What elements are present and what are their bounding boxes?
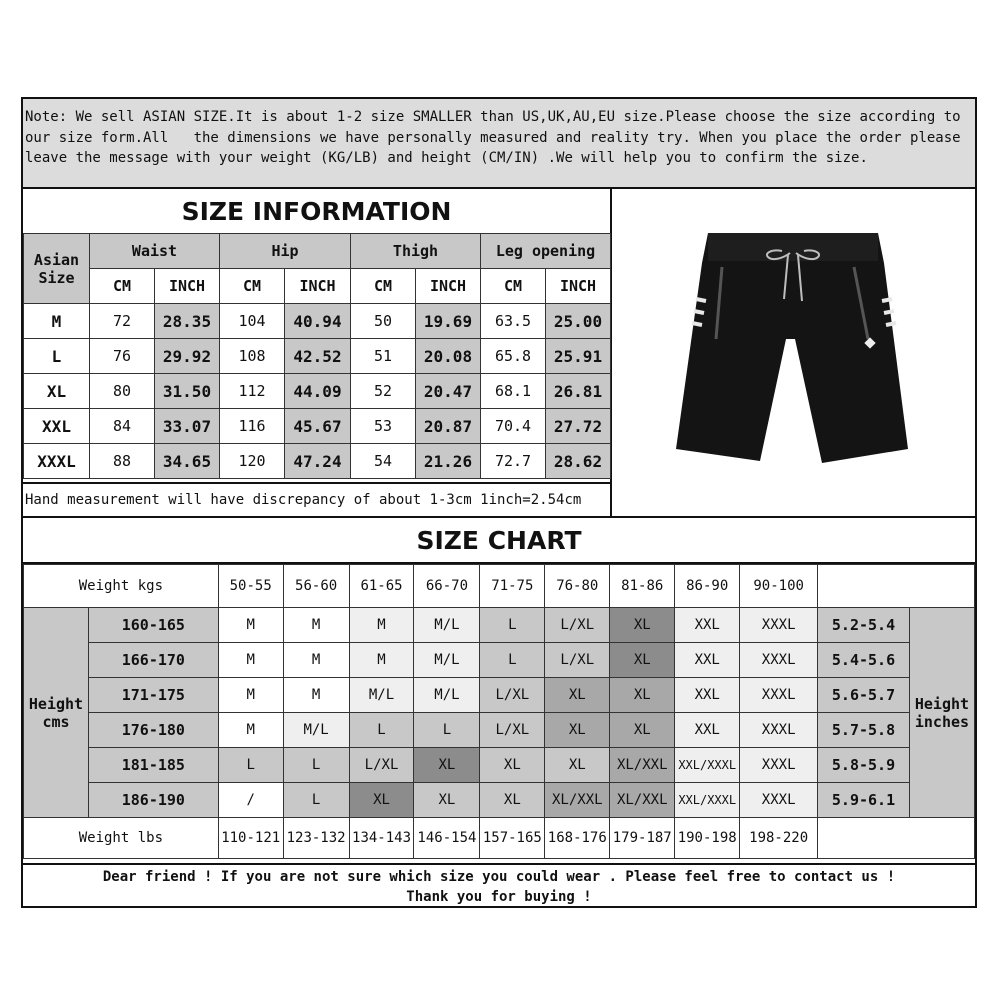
- size-recommendation: M: [218, 713, 283, 748]
- inch-value: 20.47: [416, 374, 481, 409]
- cm-value: 72: [90, 304, 155, 339]
- size-recommendation: XL: [610, 608, 675, 643]
- size-recommendation: M: [218, 608, 283, 643]
- inch-value: 25.00: [546, 304, 611, 339]
- size-information-title: SIZE INFORMATION: [23, 189, 610, 235]
- blank-cell: [818, 565, 975, 608]
- size-recommendation: XXL/XXXL: [675, 783, 740, 818]
- cm-value: 65.8: [481, 339, 546, 374]
- unit-cm: CM: [351, 269, 416, 304]
- size-recommendation: XL/XXL: [610, 748, 675, 783]
- unit-inch: INCH: [416, 269, 481, 304]
- cm-value: 104: [220, 304, 285, 339]
- height-inch-range: 5.9-6.1: [818, 783, 910, 818]
- size-information-table: [23, 233, 611, 479]
- weight-kgs-label: Weight kgs: [24, 565, 219, 608]
- weight-kgs-cell: 71-75: [480, 565, 545, 608]
- footer-message: [23, 863, 975, 906]
- size-row: [24, 339, 611, 374]
- cm-value: 70.4: [481, 409, 546, 444]
- cm-value: 51: [351, 339, 416, 374]
- inch-value: 27.72: [546, 409, 611, 444]
- height-inch-range: 5.8-5.9: [818, 748, 910, 783]
- cm-value: 54: [351, 444, 416, 479]
- size-recommendation: XL: [545, 678, 610, 713]
- height-cm-range: 166-170: [88, 643, 218, 678]
- weight-kgs-cell: 66-70: [414, 565, 480, 608]
- size-recommendation: M: [218, 643, 283, 678]
- black-shorts-icon: [612, 189, 975, 516]
- product-image: [612, 189, 975, 516]
- cm-value: 63.5: [481, 304, 546, 339]
- height-cm-range: 171-175: [88, 678, 218, 713]
- weight-kgs-cell: 86-90: [675, 565, 740, 608]
- blank-cell: [818, 818, 975, 859]
- chart-row: [24, 643, 975, 678]
- weight-kgs-cell: 56-60: [283, 565, 349, 608]
- inch-value: 28.62: [546, 444, 611, 479]
- size-label: XXL: [24, 409, 90, 444]
- size-recommendation: XL: [414, 783, 480, 818]
- weight-lbs-cell: 179-187: [610, 818, 675, 859]
- inch-value: 28.35: [155, 304, 220, 339]
- size-recommendation: L: [283, 783, 349, 818]
- size-recommendation: M: [349, 643, 414, 678]
- size-recommendation: M: [283, 678, 349, 713]
- hand-measurement-note: Hand measurement will have discrepancy of about 1-3cm 1inch=2.54cm: [23, 482, 610, 516]
- size-recommendation: XL: [545, 713, 610, 748]
- size-recommendation: XXL: [675, 678, 740, 713]
- size-label: XXXL: [24, 444, 90, 479]
- size-recommendation: L/XL: [545, 643, 610, 678]
- size-recommendation: XXXL: [740, 608, 818, 643]
- thigh-header: Thigh: [351, 234, 481, 269]
- weight-lbs-cell: 110-121: [218, 818, 283, 859]
- unit-cm: CM: [220, 269, 285, 304]
- unit-cm: CM: [481, 269, 546, 304]
- size-recommendation: /: [218, 783, 283, 818]
- inch-value: 20.87: [416, 409, 481, 444]
- size-recommendation: L/XL: [480, 678, 545, 713]
- unit-inch: INCH: [546, 269, 611, 304]
- size-recommendation: M/L: [283, 713, 349, 748]
- cm-value: 84: [90, 409, 155, 444]
- size-label: M: [24, 304, 90, 339]
- chart-row: [24, 748, 975, 783]
- inch-value: 45.67: [285, 409, 351, 444]
- cm-value: 76: [90, 339, 155, 374]
- weight-lbs-label: Weight lbs: [24, 818, 219, 859]
- weight-lbs-cell: 123-132: [283, 818, 349, 859]
- cm-value: 53: [351, 409, 416, 444]
- size-recommendation: XXL: [675, 643, 740, 678]
- waist-header: Waist: [90, 234, 220, 269]
- weight-lbs-cell: 146-154: [414, 818, 480, 859]
- weight-lbs-cell: 157-165: [480, 818, 545, 859]
- size-row: [24, 444, 611, 479]
- unit-cm: CM: [90, 269, 155, 304]
- cm-value: 116: [220, 409, 285, 444]
- size-recommendation: XXXL: [740, 783, 818, 818]
- cm-value: 50: [351, 304, 416, 339]
- inch-value: 19.69: [416, 304, 481, 339]
- size-recommendation: XXL: [675, 608, 740, 643]
- size-chart-title: SIZE CHART: [23, 516, 975, 564]
- weight-lbs-cell: 190-198: [675, 818, 740, 859]
- size-recommendation: L: [480, 643, 545, 678]
- size-recommendation: XL: [610, 713, 675, 748]
- size-recommendation: M: [218, 678, 283, 713]
- size-recommendation: XL: [545, 748, 610, 783]
- inch-value: 20.08: [416, 339, 481, 374]
- inch-value: 26.81: [546, 374, 611, 409]
- size-recommendation: M/L: [414, 608, 480, 643]
- size-recommendation: XXXL: [740, 643, 818, 678]
- size-recommendation: XL/XXL: [610, 783, 675, 818]
- size-recommendation: XXXL: [740, 678, 818, 713]
- size-recommendation: L/XL: [545, 608, 610, 643]
- size-recommendation: L: [218, 748, 283, 783]
- size-recommendation: XL: [414, 748, 480, 783]
- height-inch-range: 5.4-5.6: [818, 643, 910, 678]
- weight-kgs-cell: 81-86: [610, 565, 675, 608]
- leg-opening-header: Leg opening: [481, 234, 611, 269]
- cm-value: 120: [220, 444, 285, 479]
- size-recommendation: XXL: [675, 713, 740, 748]
- height-inch-range: 5.7-5.8: [818, 713, 910, 748]
- cm-value: 108: [220, 339, 285, 374]
- height-cm-range: 186-190: [88, 783, 218, 818]
- size-chart-table: [23, 564, 975, 859]
- cm-value: 88: [90, 444, 155, 479]
- size-recommendation: XL: [610, 643, 675, 678]
- height-cm-range: 160-165: [88, 608, 218, 643]
- weight-kgs-cell: 90-100: [740, 565, 818, 608]
- cm-value: 68.1: [481, 374, 546, 409]
- cm-value: 112: [220, 374, 285, 409]
- height-cms-label: Height cms: [24, 608, 89, 818]
- cm-value: 52: [351, 374, 416, 409]
- chart-row: [24, 783, 975, 818]
- size-recommendation: XL: [610, 678, 675, 713]
- weight-kgs-cell: 76-80: [545, 565, 610, 608]
- height-inch-range: 5.6-5.7: [818, 678, 910, 713]
- size-row: [24, 374, 611, 409]
- size-recommendation: L/XL: [349, 748, 414, 783]
- size-recommendation: M/L: [414, 643, 480, 678]
- inch-value: 34.65: [155, 444, 220, 479]
- size-recommendation: XL: [480, 748, 545, 783]
- size-recommendation: XXXL: [740, 713, 818, 748]
- size-label: L: [24, 339, 90, 374]
- size-recommendation: XL: [349, 783, 414, 818]
- inch-value: 21.26: [416, 444, 481, 479]
- inch-value: 40.94: [285, 304, 351, 339]
- chart-row: [24, 608, 975, 643]
- size-note: Note: We sell ASIAN SIZE.It is about 1-2 size SMALLER than US,UK,AU,EU size.Please choose the size according to our size form.All the dimensions we have personally measured and reality try. When you place the order please leave the message with your weight (KG/LB) and height (CM/IN) .We will help you to confirm the size.: [23, 99, 975, 189]
- size-label: XL: [24, 374, 90, 409]
- inch-value: 25.91: [546, 339, 611, 374]
- size-recommendation: M: [283, 608, 349, 643]
- height-cm-range: 176-180: [88, 713, 218, 748]
- size-recommendation: M/L: [414, 678, 480, 713]
- size-row: [24, 409, 611, 444]
- inch-value: 47.24: [285, 444, 351, 479]
- inch-value: 33.07: [155, 409, 220, 444]
- inch-value: 29.92: [155, 339, 220, 374]
- size-recommendation: M: [349, 608, 414, 643]
- size-recommendation: L: [349, 713, 414, 748]
- inch-value: 42.52: [285, 339, 351, 374]
- cm-value: 80: [90, 374, 155, 409]
- size-recommendation: L: [480, 608, 545, 643]
- cm-value: 72.7: [481, 444, 546, 479]
- weight-lbs-cell: 168-176: [545, 818, 610, 859]
- hip-header: Hip: [220, 234, 351, 269]
- chart-row: [24, 678, 975, 713]
- unit-inch: INCH: [285, 269, 351, 304]
- inch-value: 44.09: [285, 374, 351, 409]
- size-sheet: [21, 97, 977, 908]
- inch-value: 31.50: [155, 374, 220, 409]
- size-recommendation: M/L: [349, 678, 414, 713]
- footer-line-1: Dear friend ! If you are not sure which size you could wear . Please feel free to contact us !: [102, 869, 896, 885]
- size-recommendation: XL/XXL: [545, 783, 610, 818]
- weight-kgs-cell: 50-55: [218, 565, 283, 608]
- height-cm-range: 181-185: [88, 748, 218, 783]
- unit-inch: INCH: [155, 269, 220, 304]
- size-recommendation: XXXL: [740, 748, 818, 783]
- size-recommendation: L: [414, 713, 480, 748]
- size-recommendation: XL: [480, 783, 545, 818]
- footer-line-2: Thank you for buying !: [406, 889, 592, 905]
- size-row: [24, 304, 611, 339]
- size-recommendation: XXL/XXXL: [675, 748, 740, 783]
- asian-size-header: Asian Size: [24, 234, 90, 304]
- size-recommendation: M: [283, 643, 349, 678]
- weight-lbs-cell: 134-143: [349, 818, 414, 859]
- height-inches-label: Height inches: [909, 608, 974, 818]
- height-inch-range: 5.2-5.4: [818, 608, 910, 643]
- size-recommendation: L/XL: [480, 713, 545, 748]
- size-recommendation: L: [283, 748, 349, 783]
- weight-kgs-cell: 61-65: [349, 565, 414, 608]
- chart-row: [24, 713, 975, 748]
- weight-lbs-cell: 198-220: [740, 818, 818, 859]
